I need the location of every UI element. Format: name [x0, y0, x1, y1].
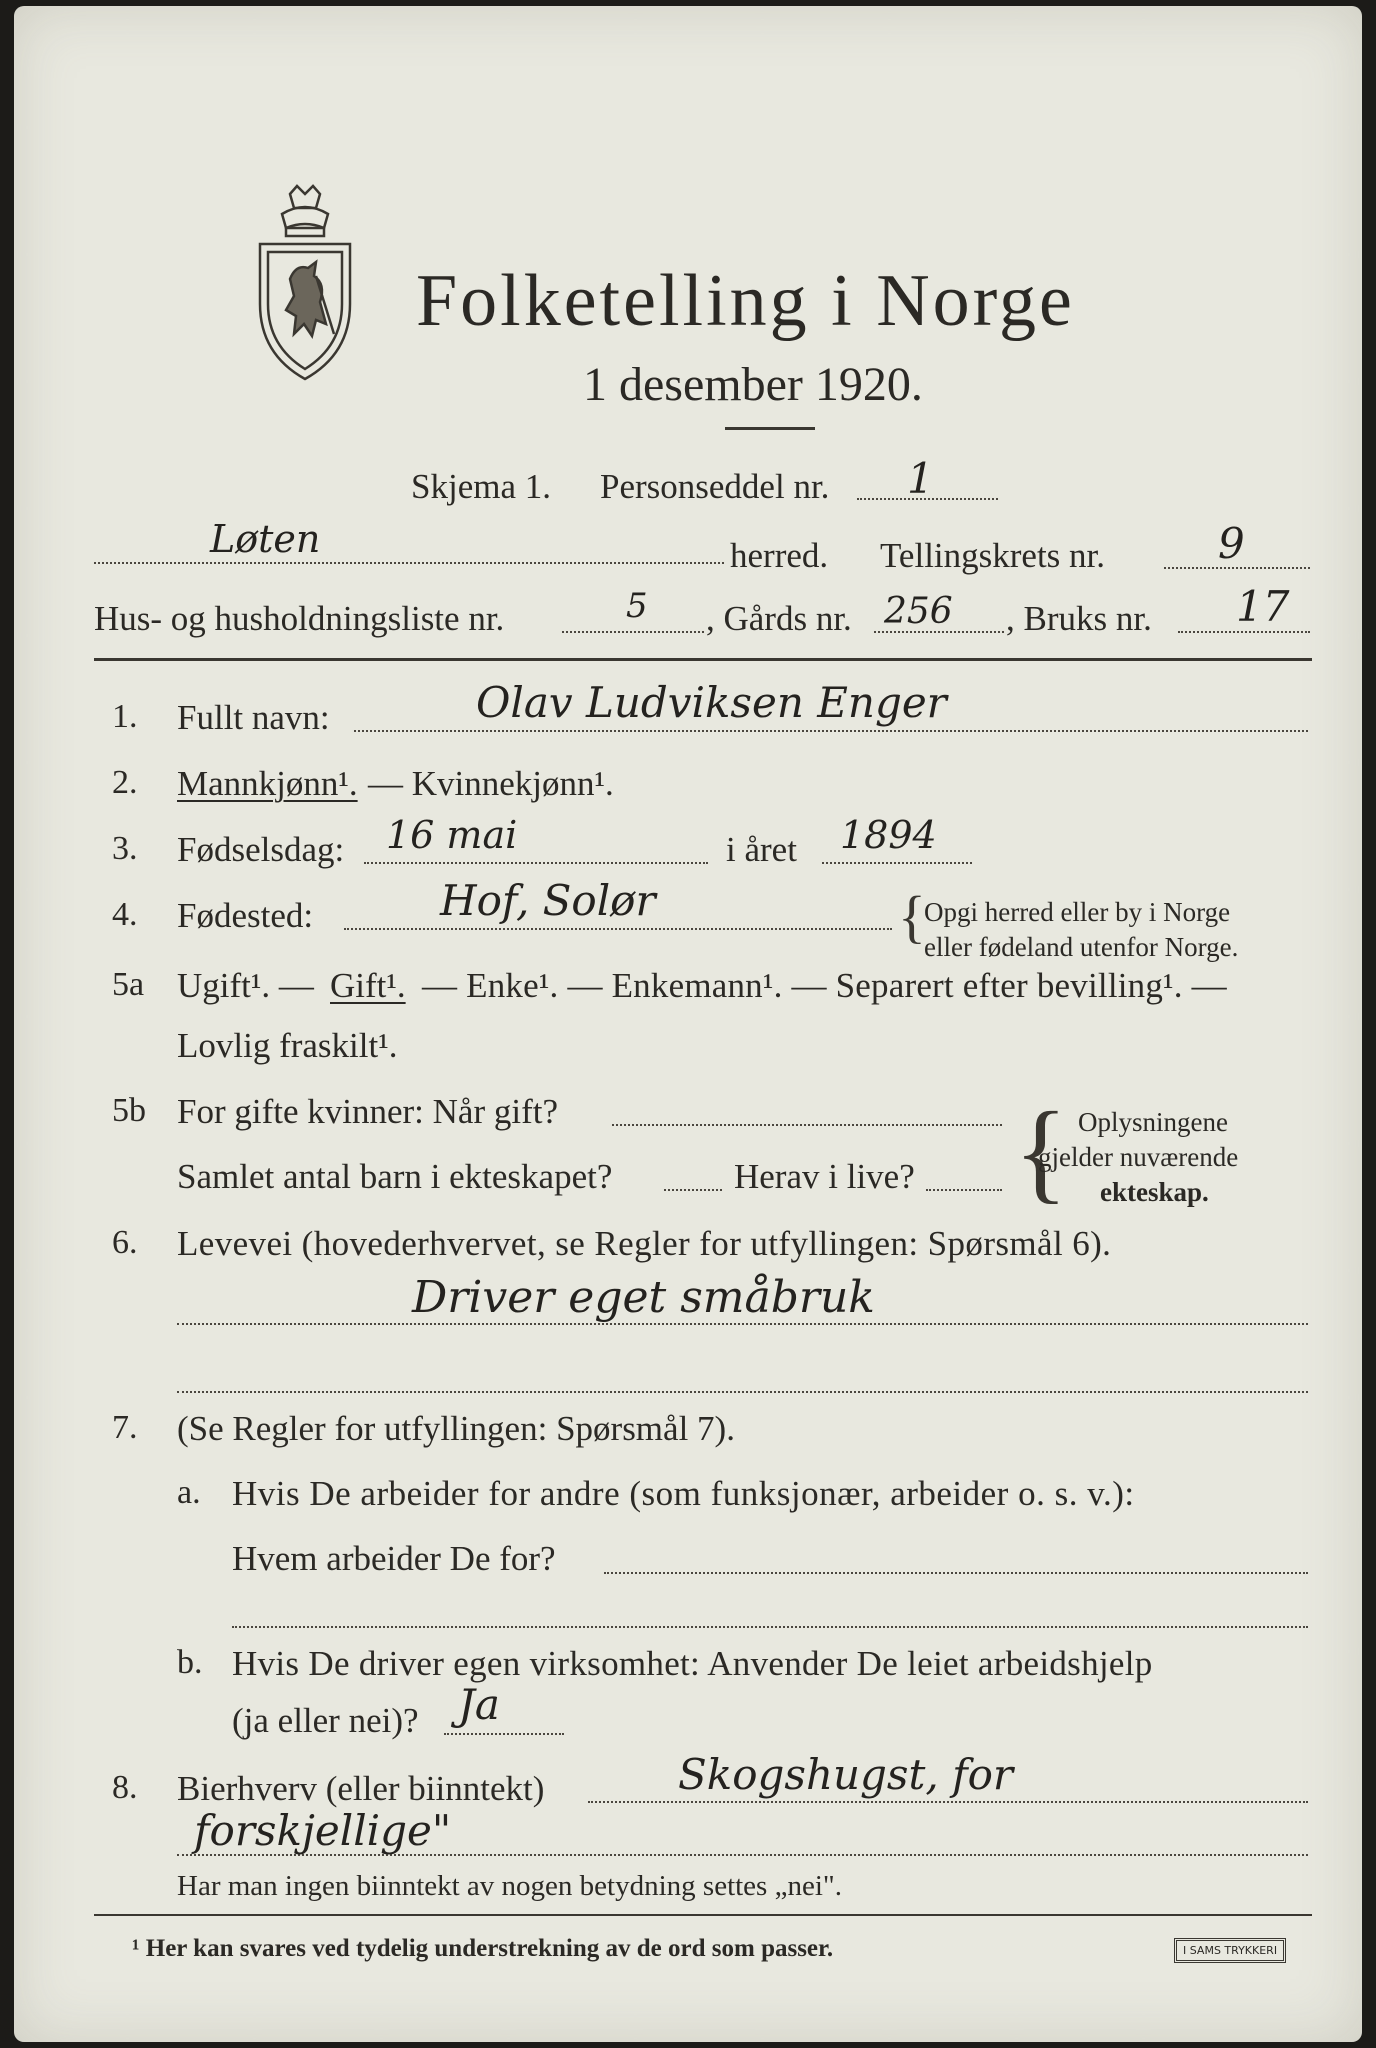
- q7b-hired-help-label: (ja eller nei)?: [232, 1701, 419, 1740]
- herred-line: [94, 562, 724, 564]
- q5b-note-line2: gjelder nuværende: [1038, 1142, 1239, 1172]
- printer-stamp: I SAMS TRYKKERI: [1174, 1938, 1286, 1963]
- bruks-line: [1178, 631, 1310, 633]
- q4-label: Fødested:: [177, 896, 314, 935]
- q5b-children-label: Samlet antal barn i ekteskapet?: [177, 1157, 613, 1196]
- q4-note-line2: eller fødeland utenfor Norge.: [924, 932, 1239, 962]
- q2-female-option[interactable]: — Kvinnekjønn¹.: [368, 764, 614, 803]
- birth-year-value[interactable]: 1894: [840, 813, 937, 857]
- q5a-number: 5a: [112, 966, 145, 1003]
- schema-label: Skjema 1.: [411, 467, 551, 506]
- q1-number: 1.: [112, 698, 138, 735]
- footnote: ¹ Her kan svares ved tydelig understrekning av de ord som passer.: [132, 1935, 834, 1962]
- census-form: [14, 6, 1362, 2042]
- q7-label: (Se Regler for utfyllingen: Spørsmål 7).: [177, 1409, 735, 1448]
- q4-note-brace: {: [898, 884, 926, 949]
- q5a-unmarried-option[interactable]: Ugift¹. —: [177, 966, 314, 1005]
- q2-male-option[interactable]: Mannkjønn¹.: [177, 764, 358, 803]
- tellingskrets-value[interactable]: 9: [1218, 519, 1245, 568]
- q5b-note-line1: Oplysningene: [1078, 1107, 1228, 1137]
- q1-label: Fullt navn:: [177, 698, 330, 737]
- q2-number: 2.: [112, 764, 138, 801]
- q1-line: [354, 730, 1308, 732]
- q7a-letter: a.: [177, 1474, 201, 1511]
- gards-label: , Gårds nr.: [706, 599, 852, 638]
- q5a-other-options[interactable]: — Enke¹. — Enkemann¹. — Separert efter bevilling¹. —: [422, 966, 1227, 1005]
- q3-year-label: i året: [726, 830, 797, 869]
- q7b-hired-help-value[interactable]: Ja: [458, 1680, 500, 1729]
- q3-number: 3.: [112, 830, 138, 867]
- footer-divider: [94, 1914, 1312, 1916]
- q3-label: Fødselsdag:: [177, 830, 345, 869]
- q6-number: 6.: [112, 1224, 138, 1261]
- q7a-employer-line2: [232, 1626, 1308, 1628]
- q8-note: Har man ingen biinntekt av nogen betydning settes „nei".: [177, 1870, 842, 1902]
- q5b-number: 5b: [112, 1092, 146, 1129]
- secondary-income-value[interactable]: Skogshugst, for: [678, 1750, 1013, 1799]
- q6-line1: [177, 1323, 1308, 1325]
- q8-line1: [588, 1801, 1308, 1803]
- husliste-line: [562, 631, 704, 633]
- tellingskrets-label: Tellingskrets nr.: [880, 536, 1106, 575]
- q4-number: 4.: [112, 896, 138, 933]
- q7b-label: Hvis De driver egen virksomhet: Anvender De leiet arbeidshjelp: [232, 1644, 1153, 1683]
- personseddel-label: Personseddel nr.: [600, 467, 830, 506]
- birthday-value[interactable]: 16 mai: [386, 813, 518, 857]
- husliste-label: Hus- og husholdningsliste nr.: [94, 599, 505, 638]
- occupation-value[interactable]: Driver eget småbruk: [412, 1272, 875, 1323]
- husliste-value[interactable]: 5: [626, 586, 648, 626]
- q5b-alive-label: Herav i live?: [734, 1157, 915, 1196]
- gards-value[interactable]: 256: [884, 591, 953, 632]
- q5b-note-brace: {: [1014, 1090, 1068, 1214]
- personseddel-value[interactable]: 1: [907, 454, 934, 503]
- q4-note-line1: Opgi herred eller by i Norge: [924, 897, 1231, 927]
- q5b-label: For gifte kvinner: Når gift?: [177, 1092, 559, 1131]
- header-divider: [94, 658, 1312, 661]
- herred-label: herred.: [730, 536, 829, 575]
- q5b-alive-line: [926, 1189, 1002, 1191]
- norway-coat-of-arms-icon: [250, 184, 360, 384]
- bruks-label: , Bruks nr.: [1006, 599, 1152, 638]
- q6-label: Levevei (hovederhvervet, se Regler for utfyllingen: Spørsmål 6).: [177, 1224, 1112, 1263]
- form-title: Folketelling i Norge: [416, 260, 1075, 342]
- bruks-value[interactable]: 17: [1236, 582, 1290, 631]
- title-divider: [725, 427, 815, 430]
- q7b-letter: b.: [177, 1644, 203, 1681]
- q7a-label: Hvis De arbeider for andre (som funksjonær, arbeider o. s. v.):: [232, 1474, 1135, 1513]
- birthplace-value[interactable]: Hof, Solør: [440, 876, 656, 925]
- q3-year-line: [822, 862, 972, 864]
- census-date: 1 desember 1920.: [583, 358, 923, 411]
- q6-line2: [177, 1391, 1308, 1393]
- q4-line: [344, 928, 892, 930]
- q5a-divorced-option[interactable]: Lovlig fraskilt¹.: [177, 1026, 398, 1065]
- q8-number: 8.: [112, 1769, 138, 1806]
- q7-number: 7.: [112, 1409, 138, 1446]
- q5b-when-line: [612, 1124, 1002, 1126]
- q7b-hired-help-line: [444, 1733, 564, 1735]
- q5b-children-line: [664, 1189, 722, 1191]
- full-name-value[interactable]: Olav Ludviksen Enger: [476, 678, 947, 727]
- q3-line: [364, 862, 708, 864]
- q5a-married-option[interactable]: Gift¹.: [330, 966, 406, 1005]
- secondary-income-value-line2[interactable]: forskjellige": [194, 1806, 452, 1855]
- q8-label: Bierhverv (eller biinntekt): [177, 1769, 545, 1808]
- q5b-note-line3: ekteskap.: [1100, 1177, 1209, 1207]
- q7a-employer-line: [604, 1572, 1308, 1574]
- herred-value[interactable]: Løten: [210, 517, 321, 561]
- q7a-employer-label: Hvem arbeider De for?: [232, 1539, 556, 1578]
